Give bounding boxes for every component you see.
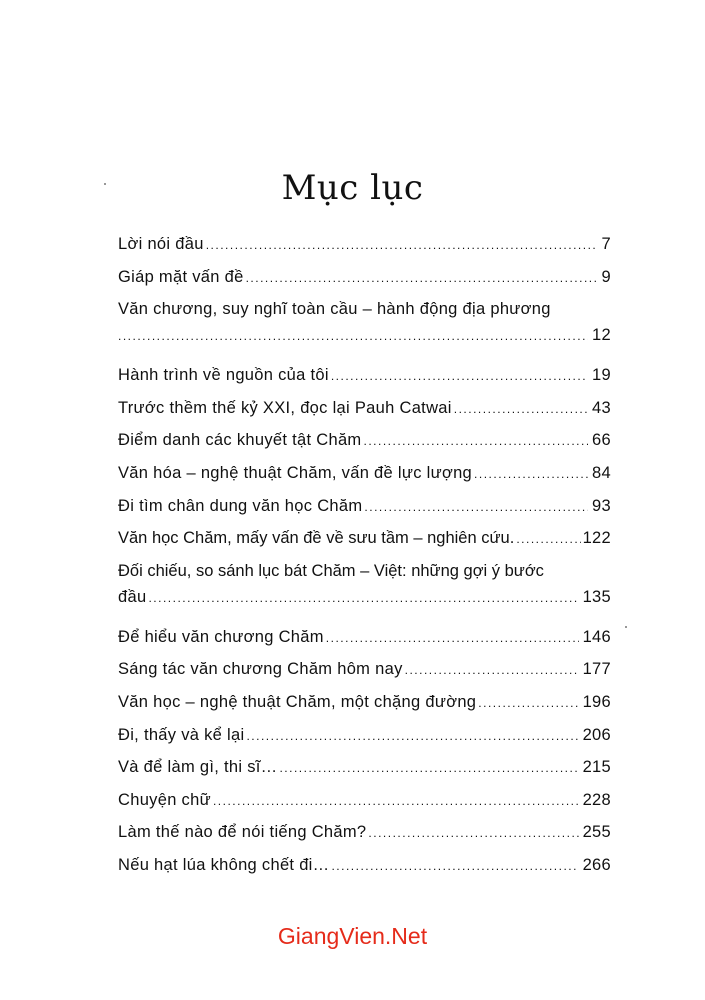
toc-entry-page: 43 <box>592 398 611 417</box>
toc-entry[interactable] <box>118 261 611 294</box>
toc-entry[interactable] <box>118 621 611 654</box>
toc-entry-label: Lời nói đầu <box>118 235 204 253</box>
toc-entry-page: 122 <box>582 529 611 548</box>
dot-leader <box>246 724 578 748</box>
toc-entry[interactable] <box>118 816 611 849</box>
table-of-contents <box>118 228 611 882</box>
toc-entry[interactable] <box>118 228 611 261</box>
toc-entry-label: Văn học – nghệ thuật Chăm, một chặng đường <box>118 692 477 711</box>
toc-entry-label-continued: đầu <box>118 587 147 606</box>
toc-entry[interactable] <box>118 751 611 784</box>
toc-entry-label: Để hiểu văn chương Chăm <box>118 627 324 646</box>
toc-entry[interactable] <box>118 784 611 817</box>
dot-leader <box>478 691 578 715</box>
toc-entry[interactable] <box>118 522 611 555</box>
toc-entry[interactable] <box>118 457 611 490</box>
dot-leader <box>454 397 588 421</box>
toc-entry-page: 228 <box>582 790 611 809</box>
toc-entry-page: 93 <box>592 496 611 515</box>
dot-leader <box>474 462 588 486</box>
toc-entry-page: 135 <box>582 587 611 606</box>
dot-leader <box>148 586 578 610</box>
toc-entry-label: Và để làm gì, thi sĩ… <box>118 758 278 777</box>
toc-entry[interactable] <box>118 653 611 686</box>
toc-entry-label: Điểm danh các khuyết tật Chăm <box>118 431 362 450</box>
toc-entry-label: Đi, thấy và kể lại <box>118 725 245 744</box>
toc-entry[interactable] <box>118 392 611 425</box>
toc-entry[interactable] <box>118 424 611 457</box>
dot-leader <box>516 527 580 551</box>
toc-entry-label: Đi tìm chân dung văn học Chăm <box>118 496 363 515</box>
toc-entry[interactable] <box>118 555 611 621</box>
toc-entry-label: Hành trình về nguồn của tôi <box>118 366 329 385</box>
page-title: Mục lục <box>281 168 424 208</box>
dot-leader <box>246 266 598 290</box>
toc-entry-page: 215 <box>582 758 611 777</box>
toc-entry-page: 255 <box>582 823 611 842</box>
dot-leader <box>368 821 578 845</box>
toc-entry-page: 177 <box>582 660 611 679</box>
scan-speck <box>625 626 627 628</box>
toc-entry-page: 19 <box>592 366 611 385</box>
toc-entry-page: 146 <box>582 627 611 646</box>
dot-leader <box>118 324 588 348</box>
toc-entry-page: 84 <box>592 463 611 482</box>
dot-leader <box>279 756 578 780</box>
dot-leader <box>331 854 578 878</box>
toc-entry-label: Trước thềm thế kỷ XXI, đọc lại Pauh Catwai <box>118 398 452 417</box>
toc-entry[interactable] <box>118 490 611 523</box>
toc-entry-label: Sáng tác văn chương Chăm hôm nay <box>118 660 403 679</box>
toc-entry-page: 12 <box>592 326 611 345</box>
toc-entry-page: 7 <box>601 235 611 253</box>
dot-leader <box>364 495 588 519</box>
dot-leader <box>331 364 588 388</box>
dot-leader <box>206 233 598 257</box>
dot-leader <box>363 429 588 453</box>
toc-entry[interactable] <box>118 359 611 392</box>
toc-entry[interactable] <box>118 849 611 882</box>
toc-entry-label: Văn hóa – nghệ thuật Chăm, vấn đề lực lượng <box>118 463 473 482</box>
toc-entry-page: 9 <box>601 267 611 286</box>
toc-entry-label: Chuyện chữ <box>118 790 211 809</box>
toc-entry[interactable] <box>118 719 611 752</box>
toc-entry[interactable] <box>118 293 611 359</box>
toc-entry-label: Giáp mặt vấn đề <box>118 267 244 286</box>
toc-entry-label: Làm thế nào để nói tiếng Chăm? <box>118 823 367 842</box>
toc-entry-page: 206 <box>582 725 611 744</box>
toc-entry-label: Văn học Chăm, mấy vấn đề về sưu tầm – nghiên cứu. <box>118 529 515 548</box>
toc-entry-page: 266 <box>582 855 611 874</box>
dot-leader <box>326 626 579 650</box>
toc-entry[interactable] <box>118 686 611 719</box>
toc-entry-label: Đối chiếu, so sánh lục bát Chăm – Việt: những gợi ý bước <box>118 561 544 580</box>
dot-leader <box>405 658 579 682</box>
watermark: GiangVien.Net <box>277 923 428 949</box>
dot-leader <box>213 789 579 813</box>
toc-entry-page: 196 <box>582 692 611 711</box>
toc-entry-page: 66 <box>592 431 611 450</box>
toc-entry-label: Văn chương, suy nghĩ toàn cầu – hành động địa phương <box>118 300 551 319</box>
toc-entry-label: Nếu hạt lúa không chết đi… <box>118 855 330 874</box>
